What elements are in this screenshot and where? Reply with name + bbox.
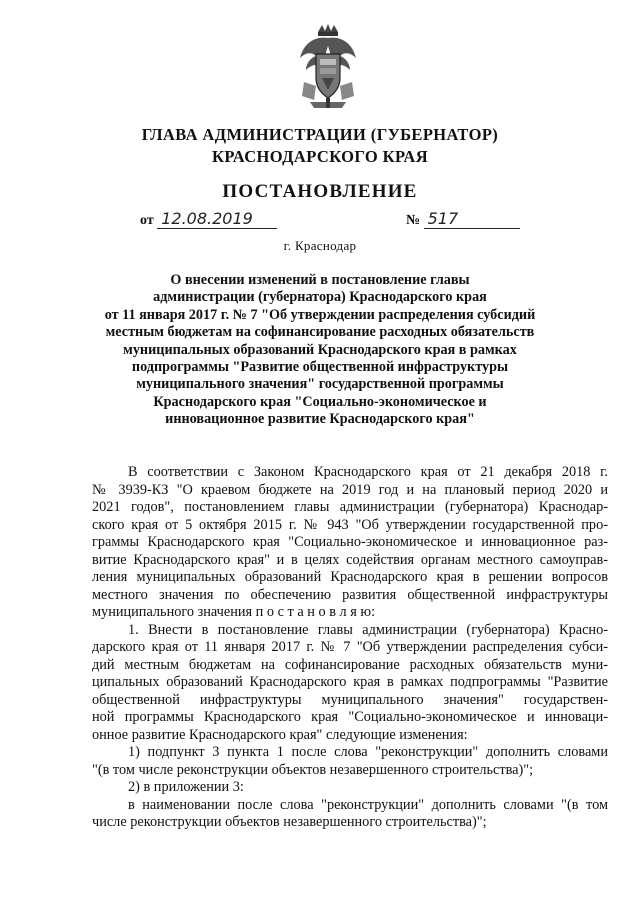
title-line: местным бюджетам на софинансирование расходных обязательств: [105, 324, 535, 341]
body-line: 1) подпункт 3 пункта 1 после слова "реконструкции" дополнить словами: [128, 744, 608, 760]
body-line: числе реконструкции объектов незавершенного строительства)";: [92, 814, 487, 830]
body-line: общественной инфраструктуры муниципального значения" государствен-: [92, 691, 608, 708]
title-line: муниципального значения" государственной программы: [136, 376, 504, 393]
body-line: В соответствии с Законом Краснодарского края от 21 декабря 2018 г.: [128, 464, 608, 480]
decree-number: [406, 210, 520, 229]
title-line: муниципальных образований Краснодарского края в рамках: [123, 341, 517, 358]
title-line: администрации (губернатора) Краснодарского края: [153, 289, 487, 306]
body-line: ной программы Краснодарского края "Социально-экономическое и инноваци-: [92, 709, 608, 725]
body-line: в наименовании после слова "реконструкции" дополнить словами "(в том: [128, 796, 608, 813]
date-value: 12.08.2019: [157, 210, 277, 229]
title-line: Краснодарского края "Социально-экономическое и: [153, 393, 487, 410]
body-line: местного значения по обеспечению развития общественной инфраструктуры: [92, 586, 608, 603]
body-line: ления муниципальных образований Краснодарского края в решении вопросов: [92, 569, 608, 585]
body-line: дарского края от 11 января 2017 г. № 7 "Об утверждении распределения субси-: [92, 639, 608, 655]
date-label: от: [140, 213, 154, 228]
body-line: ципальных образований Краснодарского края в рамках подпрограммы "Развитие: [92, 674, 608, 690]
number-value: 517: [424, 210, 520, 229]
body-line: дий местным бюджетам на софинансирование расходных обязательств муни-: [92, 656, 608, 673]
body-line: 1. Внести в постановление главы администрации (губернатора) Красно-: [128, 621, 608, 638]
body-line: 2) в приложении 3:: [128, 779, 244, 795]
body-line: граммы Краснодарского края "Социально-экономическое и инновационное раз-: [92, 534, 608, 550]
document-type-heading: ПОСТАНОВЛЕНИЕ: [222, 181, 418, 202]
title-line: от 11 января 2017 г. № 7 "Об утверждении распределения субсидий: [104, 306, 536, 323]
title-line: инновационное развитие Краснодарского края": [165, 411, 475, 428]
body-line: онное развитие Краснодарского края" следующие изменения:: [92, 726, 468, 743]
authority-name-line1: ГЛАВА АДМИНИСТРАЦИИ (ГУБЕРНАТОР): [141, 125, 499, 144]
decree-body: [92, 464, 608, 832]
body-line: "(в том числе реконструкции объектов незавершенного строительства)";: [92, 761, 534, 778]
decree-date: [140, 210, 277, 229]
city-name: г. Краснодар: [283, 238, 357, 253]
coat-of-arms-icon: [296, 22, 360, 112]
body-line: № 3939-КЗ "О краевом бюджете на 2019 год и на плановый период 2020 и: [92, 481, 608, 498]
body-line: ского края от 5 октября 2015 г. № 943 "Об утверждении государственной про-: [92, 516, 608, 533]
body-line: 2021 годов", постановлением главы администрации (губернатора) Краснодар-: [92, 499, 608, 515]
number-label: №: [406, 213, 421, 228]
decree-title: [70, 272, 570, 429]
authority-name-line2: КРАСНОДАРСКОГО КРАЯ: [211, 147, 429, 166]
title-line: подпрограммы "Развитие общественной инфраструктуры: [131, 359, 509, 376]
body-line: муниципального значения п о с т а н о в л я ю:: [92, 604, 376, 620]
body-line: витие Краснодарского края" и в целях содействия органам местного самоуправ-: [92, 551, 608, 568]
title-line: О внесении изменений в постановление главы: [170, 272, 470, 288]
